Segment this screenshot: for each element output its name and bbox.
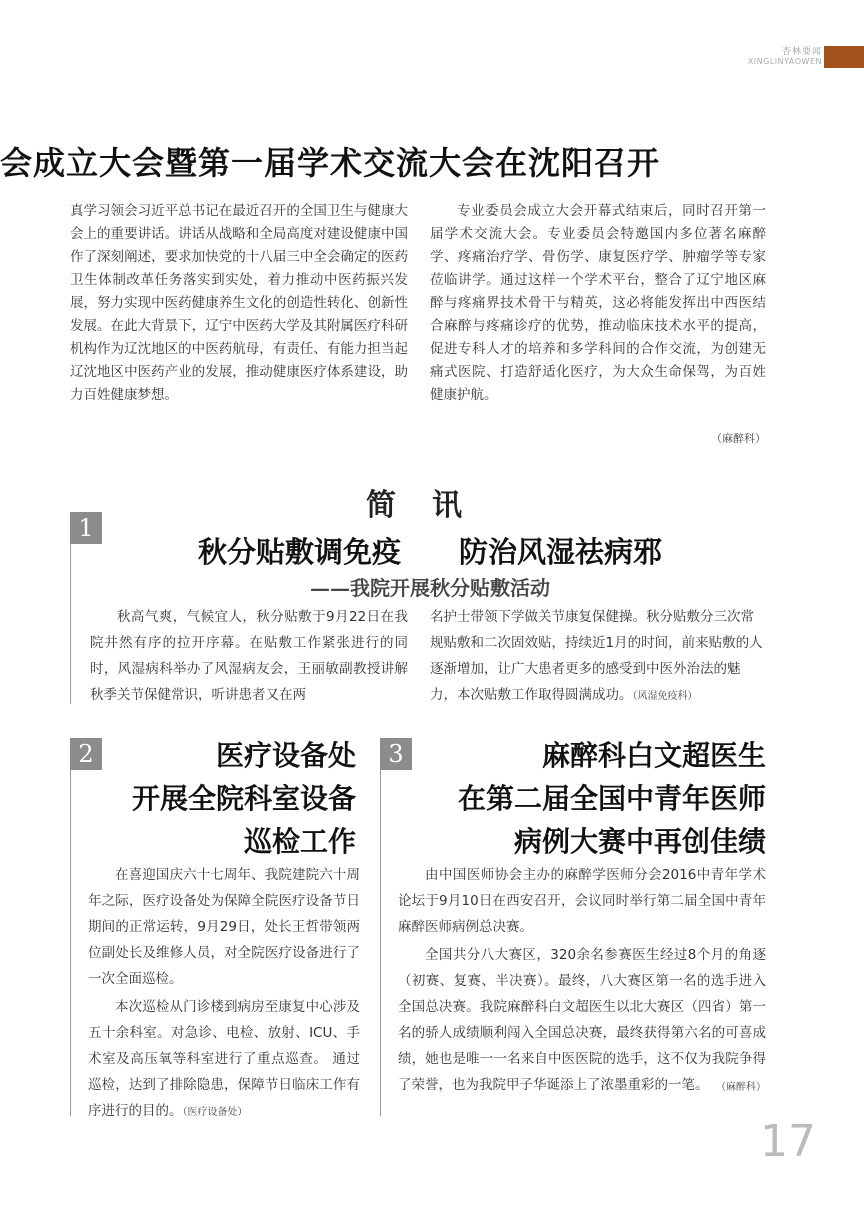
brief3-title xyxy=(400,734,766,863)
brief2-paragraph: 本次巡检从门诊楼到病房至康复中心涉及五十余科室。对急诊、电检、放射、ICU、手术室及高压氧等科室进行了重点巡查。 通过巡检，达到了排除隐患，保障节日临床工作有序进行的目的。（医疗设备处） xyxy=(88,999,360,1119)
main-article-left-column: 真学习领会习近平总书记在最近召开的全国卫生与健康大会上的重要讲话。讲话从战略和全局高度对建设健康中国作了深刻阐述，要求加快党的十八届三中全会确定的医药卫生体制改革任务落实到实处，着力推动中医药振兴发展，努力实现中医药健康养生文化的创造性转化、创新性发展。在此大背景下，辽宁中医药大学及其附属医疗科研机构作为辽沈地区的中医药航母，有责任、有能力担当起辽沈地区中医药产业的发展，推动健康医疗体系建设，助力百姓健康梦想。 xyxy=(70,203,408,403)
section-title: 简讯 xyxy=(366,488,498,523)
brief-divider xyxy=(380,770,381,1116)
brief2-title-line: 巡检工作 xyxy=(243,825,356,858)
brief3-paragraph: 由中国医师协会主办的麻醉学医师分会2016中青年学术论坛于9月10日在西安召开，会议同时举行第二届全国中青年麻醉医师病例总决赛。 xyxy=(398,867,766,935)
brief-divider xyxy=(70,770,71,1116)
brief2-paragraph: 在喜迎国庆六十七周年、我院建院六十周年之际，医疗设备处为保障全院医疗设备节日期间的正常运转，9月29日，处长王哲带领两位副处长及维修人员，对全院医疗设备进行了一次全面巡检。 xyxy=(88,867,360,987)
brief1-subtitle: ——我院开展秋分贴敷活动 xyxy=(310,576,550,600)
brief3-title-line: 病例大赛中再创佳绩 xyxy=(513,825,766,858)
main-article-right-column: 专业委员会成立大会开幕式结束后，同时召开第一届学术交流大会。专业委员会特邀国内多位著名麻醉学、疼痛治疗学、骨伤学、康复医疗学、肿瘤学等专家莅临讲学。通过这样一个学术平台，整合了辽宁地区麻醉与疼痛界技术骨干与精英，这必将能发挥出中西医结合麻醉与疼痛诊疗的优势，推动临床技术水平的提高，促进专科人才的培养和多学科间的合作交流，为创建无痛式医院、打造舒适化医疗，为大众生命保驾，为百姓健康护航。 xyxy=(430,203,766,403)
brief1-signature: （风湿免疫科） xyxy=(632,691,698,702)
brief2-title xyxy=(80,734,356,863)
brief2-title-line: 开展全院科室设备 xyxy=(131,782,356,815)
brief3-paragraph: 全国共分八大赛区，320余名参赛医生经过8个月的角逐（初赛、复赛、半决赛）。最终，八大赛区第一名的选手进入全国总决赛。我院麻醉科白文超医生以北大赛区（四省）第一名的骄人成绩顺利闯入全国总决赛，最终获得第六名的可喜成绩，她也是唯一一名来自中医医院的选手，这不仅为我院争得了荣誉，也为我院甲子华诞添上了浓墨重彩的一笔。 xyxy=(398,947,766,1093)
main-article-signature: （麻醉科） xyxy=(711,432,766,445)
brief-number-badge: 1 xyxy=(70,512,102,544)
magazine-name-en: XINGLINYAOWEN xyxy=(747,57,822,66)
main-article-title: 会成立大会暨第一届学术交流大会在沈阳召开 xyxy=(0,144,661,182)
brief1-right-text: 名护士带领下学做关节康复保健操。秋分贴敷分三次常规贴敷和二次固效贴，持续近1月的时间，前来贴敷的人逐渐增加，让广大患者更多的感受到中医外治法的魅力，本次贴敷工作取得圆满成功。 xyxy=(430,609,763,703)
brief1-left-column: 秋高气爽，气候宜人，秋分贴敷于9月22日在我院井然有序的拉开序幕。在贴敷工作紧张进行的同时，风湿病科举办了风湿病友会，王丽敏副教授讲解秋季关节保健常识，听讲患者又在两 xyxy=(90,609,408,703)
header-accent-bar xyxy=(824,46,864,68)
brief3-body xyxy=(398,862,766,1093)
brief3-title-line: 在第二届全国中青年医师 xyxy=(457,782,766,815)
brief2-signature: （医疗设备处） xyxy=(182,1107,248,1118)
brief3-title-line: 麻醉科白文超医生 xyxy=(541,739,766,772)
brief-divider xyxy=(70,544,71,704)
brief2-body xyxy=(88,862,360,1126)
brief3-signature: （麻醉科） xyxy=(716,1082,766,1093)
brief2-title-line: 医疗设备处 xyxy=(215,739,356,772)
brief1-right-column xyxy=(430,604,766,708)
brief-number-badge: 2 xyxy=(70,738,102,770)
brief-number-badge: 3 xyxy=(380,738,412,770)
page-number: 17 xyxy=(760,1116,816,1167)
magazine-name: 杏林要闻 xyxy=(781,47,822,57)
brief1-title: 秋分贴敷调免疫 防治风湿祛病邪 xyxy=(197,535,662,569)
